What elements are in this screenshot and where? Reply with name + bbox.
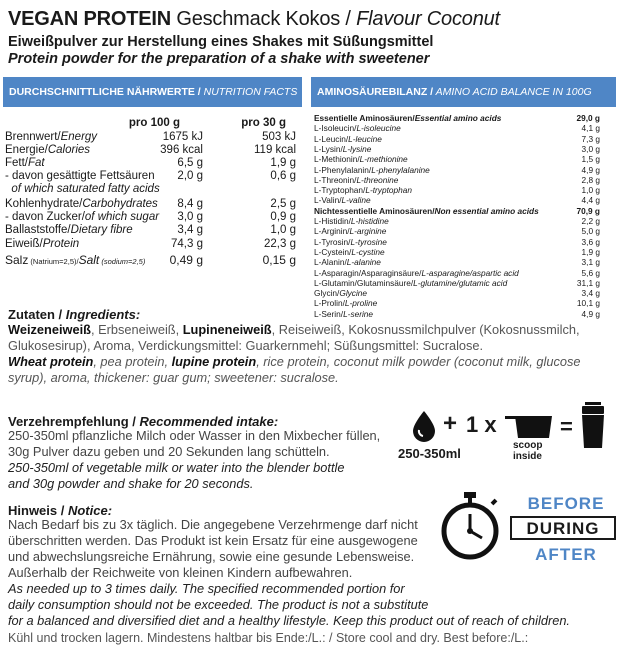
plus-sign: + (443, 410, 458, 437)
amino-value: 4,9 g (581, 164, 600, 175)
ingredients-title (8, 307, 140, 322)
equals-sign: = (560, 414, 573, 439)
nutrition-row (5, 238, 300, 251)
nutrition-label-de: Eiweiß/ (5, 238, 43, 250)
nutrition-row (5, 170, 300, 183)
nutrition-row (5, 183, 300, 196)
intake-title-en: Recommended intake: (139, 414, 279, 429)
timing-before: BEFORE (527, 494, 605, 513)
notice-title-de: Hinweis / (8, 503, 68, 518)
amino-row (314, 288, 604, 298)
amino-label-de: L-Phenylalanin/ (314, 164, 372, 175)
flavour-en: Flavour Coconut (356, 8, 500, 30)
subtitle-de: Eiweißpulver zur Herstellung eines Shakes mit Süßungsmittel (8, 34, 434, 50)
amino-row (314, 144, 604, 154)
amino-label-en: L-tryptophan (365, 185, 412, 196)
nutrition-header (3, 77, 302, 107)
ingr-de-bold-2: Lupineneiweiß (182, 322, 272, 337)
nutrition-label-en: Protein (42, 238, 80, 250)
nutrition-header-de: DURCHSCHNITTLICHE NÄHRWERTE / (9, 86, 201, 98)
nutrition-row (5, 144, 300, 157)
amino-value: 3,0 g (581, 143, 600, 154)
amino-value: 31,1 g (576, 277, 600, 288)
nutrition-value-100g: 3,0 g (177, 211, 203, 223)
amino-label-en: L-arginine (349, 226, 387, 237)
amino-label-de: L-Cystein/ (314, 246, 352, 257)
intake-graphic (395, 402, 620, 472)
amino-value: 5,0 g (581, 226, 600, 237)
amino-label-en: L-tyrosine (350, 236, 387, 247)
amino-label-en: Essential amino acids (414, 113, 502, 123)
amino-value: 4,1 g (581, 123, 600, 134)
amino-row (314, 165, 604, 175)
amino-value: 3,4 g (581, 288, 600, 299)
amino-row (314, 268, 604, 278)
nutrition-label-de: Fett/ (5, 157, 29, 169)
nutrition-value-30g: 22,3 g (264, 238, 296, 250)
salt-en: Salt (78, 253, 100, 267)
nutrition-label-en: of which sugar (84, 211, 160, 223)
notice-de-line-2: überschritten werden. Das Produkt ist kein Ersatz für eine ausgewogene (8, 533, 418, 548)
nutrition-label-en: Fat (28, 157, 45, 169)
nutrition-label (5, 144, 90, 157)
amino-row (314, 123, 604, 133)
amino-label-de: L-Prolin/ (314, 298, 345, 309)
nutrition-label-en: Dietary fibre (70, 224, 133, 236)
notice-de-line-1: Nach Bedarf bis zu 3x täglich. Die angegebene Verzehrmenge darf nicht (8, 517, 418, 532)
nutrition-value-30g: 2,5 g (270, 198, 296, 210)
nutrition-value-100g: 1675 kJ (162, 131, 203, 143)
scoop-icon (505, 414, 553, 440)
salt-v2: 0,15 g (262, 253, 296, 267)
stopwatch-icon (438, 490, 502, 562)
amino-value: 5,6 g (581, 267, 600, 278)
nutrition-value-100g: 2,0 g (177, 170, 203, 182)
amino-label-de: L-Arginin/ (314, 226, 350, 237)
amino-label-en: L-threonine (356, 174, 399, 185)
amino-label-en: L-cystine (351, 246, 385, 257)
amino-label-en: L-proline (344, 298, 378, 309)
nutrition-row (5, 131, 300, 144)
nutrition-label (5, 224, 133, 237)
amino-value: 3,1 g (581, 257, 600, 268)
amino-label-en: L-histidine (350, 216, 389, 226)
amino-label-de: L-Glutamin/Glutaminsäure/ (314, 277, 414, 288)
amino-header-en: AMINO ACID BALANCE IN 100G (433, 86, 592, 98)
nutrition-label (5, 198, 158, 211)
amino-row (314, 195, 604, 205)
notice-title-en: Notice: (67, 503, 113, 518)
amino-header (311, 77, 616, 107)
amino-value: 2,8 g (581, 174, 600, 185)
amino-label-de: L-Methionin/ (314, 154, 360, 165)
amino-row (314, 226, 604, 236)
ingr-de-text-2: , Reiseiweiß, Kokosnussmilchpulver (Kokosnussmilch, Glukosesirup), Aroma, Verdickungsmittel: Guarkernmehl; Süßungsmittel: Sucralose. (8, 322, 580, 353)
amino-header-de: AMINOSÄUREBILANZ / (317, 86, 434, 98)
salt-de: Salz (5, 253, 29, 267)
amino-value: 29,0 g (576, 113, 600, 123)
amino-row (314, 154, 604, 164)
amino-row (314, 298, 604, 308)
nutrition-value-100g: 74,3 g (171, 238, 203, 250)
amino-row (314, 216, 604, 226)
col-per-30g: pro 30 g (241, 117, 286, 129)
ingredients-de (8, 322, 613, 354)
amino-value: 1,9 g (581, 246, 600, 257)
ingr-en-text-2: , rice protein, coconut milk powder (coconut milk, glucose syrup), aroma, thickener: guar gum; sweetener: sucralose. (8, 354, 581, 385)
ingredients-title-en: Ingredients: (65, 307, 141, 322)
amino-row (314, 185, 604, 195)
product-name: VEGAN PROTEIN (8, 8, 171, 30)
amino-value: 1,0 g (581, 185, 600, 196)
nutrition-label (5, 238, 79, 251)
nutrition-value-30g: 1,9 g (270, 157, 296, 169)
salt-de-note: (Natrium=2,5)/ (28, 257, 79, 266)
amino-label-de: L-Leucin/ (314, 133, 349, 144)
times-one: 1 x (466, 412, 497, 437)
amino-label-de: L-Histidin/ (314, 216, 351, 226)
col-per-100g: pro 100 g (128, 117, 180, 129)
amino-label-en: L-isoleucine (356, 123, 401, 134)
amino-value: 3,6 g (581, 236, 600, 247)
amino-value: 70,9 g (576, 205, 600, 216)
amino-label-de: L-Valin/ (314, 195, 342, 206)
amino-label-en: L-lysine (342, 143, 372, 154)
nutrition-label-en: Carbohydrates (82, 198, 158, 210)
product-title (8, 8, 500, 31)
amino-label-de: L-Alanin/ (314, 257, 347, 268)
amino-value: 4,9 g (581, 308, 600, 319)
amino-group-row (314, 113, 604, 123)
nutrition-label (5, 183, 160, 196)
amino-value: 7,3 g (581, 133, 600, 144)
intake-title (8, 414, 278, 429)
nutrition-value-30g: 1,0 g (270, 224, 296, 236)
amino-label-en: L-methionine (359, 154, 408, 165)
amino-label-de: Nichtessentielle Aminosäuren/ (314, 205, 435, 216)
nutrition-label-en: Calories (47, 144, 91, 156)
salt-en-note: (sodium=2,5) (99, 257, 146, 266)
subtitle-en: Protein powder for the preparation of a shake with sweetener (8, 51, 430, 67)
amino-label-en: L-asparagine/aspartic acid (421, 267, 519, 278)
ingr-en-text-1: , pea protein, (93, 354, 172, 369)
amino-label-en: L-phenylalanine (371, 164, 430, 175)
amino-label-en: L-leucine (348, 133, 382, 144)
amino-row (314, 278, 604, 288)
nutrition-row (5, 211, 300, 224)
ingr-en-bold-1: Wheat protein (8, 354, 94, 369)
intake-de-line-1: 250-350ml pflanzliche Milch oder Wasser in den Mixbecher füllen, (8, 428, 381, 443)
amino-value: 1,5 g (581, 154, 600, 165)
amino-label-de: L-Serin/ (314, 308, 344, 319)
nutrition-label (5, 131, 97, 144)
nutrition-value-30g: 119 kcal (254, 144, 296, 156)
intake-en-line-1: 250-350ml of vegetable milk or water into the blender bottle (8, 460, 345, 475)
volume-label: 250-350ml (398, 446, 461, 461)
amino-label-en: L-glutamine/glutamic acid (413, 277, 508, 288)
nutrition-value-30g: 0,9 g (270, 211, 296, 223)
amino-value: 10,1 g (576, 298, 600, 309)
amino-label-en: Non essential amino acids (434, 205, 539, 216)
notice-en-line-3: for a balanced and diversified diet and a healthy lifestyle. Keep this product out of reach of children. (8, 613, 570, 628)
ingredients-title-de: Zutaten / (8, 307, 66, 322)
nutrition-row (5, 198, 300, 211)
notice-de-line-4: Außerhalb der Reichweite von kleinen Kindern aufbewahren. (8, 565, 353, 580)
timing-after: AFTER (535, 545, 597, 564)
nutrition-row-salt (5, 254, 300, 267)
amino-row (314, 257, 604, 267)
flavour-de: Geschmack Kokos / (176, 8, 351, 30)
scoop-label: scoop (513, 440, 543, 451)
nutrition-label (5, 157, 45, 170)
intake-de-line-2: 30g Pulver dazu geben und 20 Sekunden lang schütteln. (8, 444, 330, 459)
storage-footer: Kühl und trocken lagern. Mindestens haltbar bis Ende:/L.: / Store cool and dry. Best before:/L.: (8, 631, 529, 645)
amino-label-en: L-serine (343, 308, 374, 319)
amino-value: 2,2 g (581, 216, 600, 226)
ingr-de-text-1: , Erbseneiweiß, (90, 322, 183, 337)
amino-label-de: Glycin/ (314, 288, 340, 299)
notice-en-line-2: daily consumption should not be exceeded. The product is not a substitute (8, 597, 429, 612)
nutrition-value-100g: 3,4 g (177, 224, 203, 236)
ingr-en-bold-2: lupine protein (171, 354, 257, 369)
nutrition-label-en: Energy (60, 131, 98, 143)
nutrition-row (5, 157, 300, 170)
nutrition-label-de: Kohlenhydrate/ (5, 198, 83, 210)
nutrition-label-de: Brennwert/ (5, 131, 61, 143)
notice-de-line-3: und abwechslungsreiche Ernährung, sowie eine gesunde Lebensweise. (8, 549, 415, 564)
amino-row (314, 309, 604, 319)
amino-label-en: L-alanine (346, 257, 381, 268)
water-drop-icon (411, 410, 437, 442)
amino-row (314, 247, 604, 257)
intake-text (8, 428, 380, 492)
amino-label-de: L-Isoleucin/ (314, 123, 357, 134)
nutrition-value-100g: 8,4 g (177, 198, 203, 210)
nutrition-value-30g: 503 kJ (262, 131, 296, 143)
amino-value: 4,4 g (581, 195, 600, 206)
nutrition-col-headers (5, 117, 300, 130)
amino-label-de: L-Tryptophan/ (314, 185, 366, 196)
nutrition-value-100g: 396 kcal (160, 144, 203, 156)
nutrition-label (5, 211, 159, 224)
amino-label-en: L-valine (341, 195, 371, 206)
ingredients-en (8, 354, 613, 386)
intake-title-de: Verzehrempfehlung / (8, 414, 140, 429)
ingr-de-bold-1: Weizeneiweiß (8, 322, 91, 337)
nutrition-label-de: Ballaststoffe/ (5, 224, 71, 236)
amino-label-de: L-Tyrosin/ (314, 236, 351, 247)
amino-group-row (314, 206, 604, 216)
timing-during: DURING (526, 519, 600, 538)
inside-label: inside (513, 451, 542, 462)
nutrition-header-en: NUTRITION FACTS (200, 86, 298, 98)
nutrition-label-de: - davon Zucker/ (5, 211, 85, 223)
nutrition-label-de: Energie/ (5, 144, 48, 156)
nutrition-value-30g: 0,6 g (270, 170, 296, 182)
amino-label-de: L-Asparagin/Asparaginsäure/ (314, 267, 422, 278)
notice-title (8, 503, 112, 518)
notice-en-line-1: As needed up to 3 times daily. The specified recommended portion for (8, 581, 405, 596)
amino-label-de: L-Threonin/ (314, 174, 357, 185)
shaker-icon (579, 402, 607, 450)
salt-v1: 0,49 g (169, 253, 203, 267)
amino-label-en: Glycine (339, 288, 368, 299)
intake-en-line-2: and 30g powder and shake for 20 seconds. (8, 476, 254, 491)
nutrition-value-100g: 6,5 g (177, 157, 203, 169)
nutrition-row (5, 224, 300, 237)
amino-row (314, 237, 604, 247)
nutrition-label (5, 170, 155, 183)
amino-label-de: L-Lysin/ (314, 143, 343, 154)
amino-row (314, 175, 604, 185)
amino-row (314, 134, 604, 144)
nutrition-label-de: - davon gesättigte Fettsäuren (5, 170, 155, 182)
amino-label-de: Essentielle Aminosäuren/ (314, 113, 415, 123)
nutrition-label-en: of which saturated fatty acids (5, 183, 160, 195)
